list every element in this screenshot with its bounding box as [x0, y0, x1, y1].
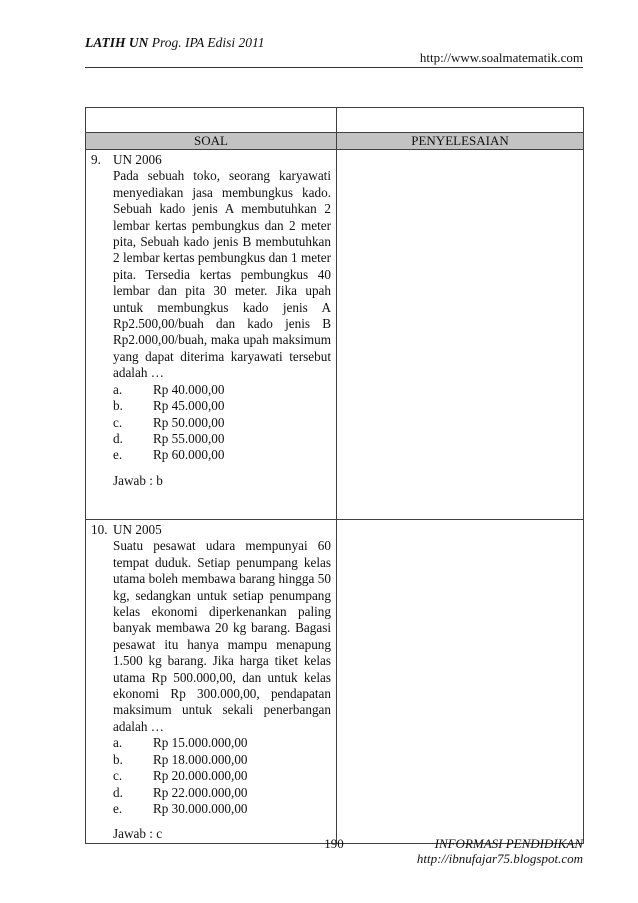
option-label: b. [113, 398, 123, 414]
document-title-rest: Prog. IPA Edisi 2011 [148, 35, 265, 50]
option-label: b. [113, 751, 123, 767]
answer-options [113, 735, 331, 817]
question-number: 9. [91, 152, 101, 167]
option-value: Rp 18.000.000,00 [153, 751, 248, 767]
solution-9-cell [337, 150, 584, 520]
option-value: Rp 30.000.000,00 [153, 800, 248, 816]
option-a [113, 382, 331, 398]
question-9 [91, 152, 331, 489]
document-title-bold: LATIH UN [85, 35, 149, 50]
option-a [113, 735, 331, 751]
question-9-heading [91, 152, 331, 168]
question-table [85, 107, 584, 844]
option-value: Rp 60.000,00 [153, 447, 225, 463]
option-e [113, 447, 331, 463]
option-b [113, 752, 331, 768]
option-value: Rp 40.000,00 [153, 381, 225, 397]
page-footer [85, 837, 583, 866]
footer-publisher: INFORMASI PENDIDIKAN [434, 836, 583, 851]
solution-10-cell [337, 520, 584, 844]
option-label: e. [113, 447, 123, 463]
table-row-question-10 [86, 520, 584, 844]
option-label: d. [113, 430, 123, 446]
empty-cell-right [337, 108, 584, 133]
option-value: Rp 22.000.000,00 [153, 784, 248, 800]
option-value: Rp 20.000.000,00 [153, 768, 248, 784]
answer-key: Jawab : b [113, 472, 163, 488]
empty-cell-left [86, 108, 337, 133]
question-body-text: Pada sebuah toko, seorang karyawati menyediakan jasa membungkus kado. Sebuah kado jenis A membutuhkan 2 lembar kertas pembungkus dan 2 meter pita, Sebuah kado jenis B membutuhkan 2 lembar kertas pembungkus dan 1 meter pita. Tersedia kertas pembungkus 40 lembar dan pita 30 meter. Jika upah untuk membungkus kado jenis A Rp2.500,00/buah dan kado jenis B Rp2.000,00/buah, maka upah maksimum yang dapat diterima karyawati tersebut adalah … [113, 168, 331, 381]
option-label: a. [113, 735, 123, 751]
option-e [113, 801, 331, 817]
option-value: Rp 45.000,00 [153, 398, 225, 414]
question-10-heading [91, 522, 331, 538]
answer-options [113, 382, 331, 464]
page-header [85, 35, 583, 68]
column-header-penyelesaian: PENYELESAIAN [337, 133, 584, 150]
option-c [113, 768, 331, 784]
question-9-cell [86, 150, 337, 520]
option-value: Rp 55.000,00 [153, 430, 225, 446]
question-body-text: Suatu pesawat udara mempunyai 60 tempat duduk. Setiap penumpang kelas utama boleh membawa barang hingga 50 kg, sedangkan untuk setiap penumpang kelas ekonomi diperkenankan paling banyak membawa 20 kg barang. Bagasi pesawat itu hanya mampu menapung 1.500 kg barang. Jika harga tiket kelas utama Rp 500.000,00, dan untuk kelas ekonomi Rp 300.000,00, pendapatan maksimum untuk sekali penerbangan adalah … [113, 538, 331, 734]
question-10-cell [86, 520, 337, 844]
table-row-question-9 [86, 150, 584, 520]
option-label: a. [113, 381, 123, 397]
table-empty-row [86, 108, 584, 133]
table-header-row [86, 133, 584, 150]
question-10 [91, 522, 331, 843]
answer-key: Jawab : c [113, 826, 163, 842]
footer-url: http://ibnufajar75.blogspot.com [416, 850, 583, 866]
option-label: d. [113, 784, 123, 800]
option-c [113, 415, 331, 431]
page-number: 190 [324, 836, 344, 851]
column-header-soal: SOAL [86, 133, 337, 150]
option-value: Rp 50.000,00 [153, 414, 225, 430]
header-url: http://www.soalmatematik.com [419, 50, 583, 65]
option-d [113, 431, 331, 447]
option-b [113, 398, 331, 414]
question-title: UN 2006 [113, 152, 162, 167]
option-label: c. [113, 414, 123, 430]
question-number: 10. [91, 522, 108, 537]
question-title: UN 2005 [113, 522, 162, 537]
option-d [113, 785, 331, 801]
option-label: c. [113, 768, 123, 784]
document-title [85, 35, 583, 50]
option-label: e. [113, 800, 123, 816]
option-value: Rp 15.000.000,00 [153, 735, 248, 751]
